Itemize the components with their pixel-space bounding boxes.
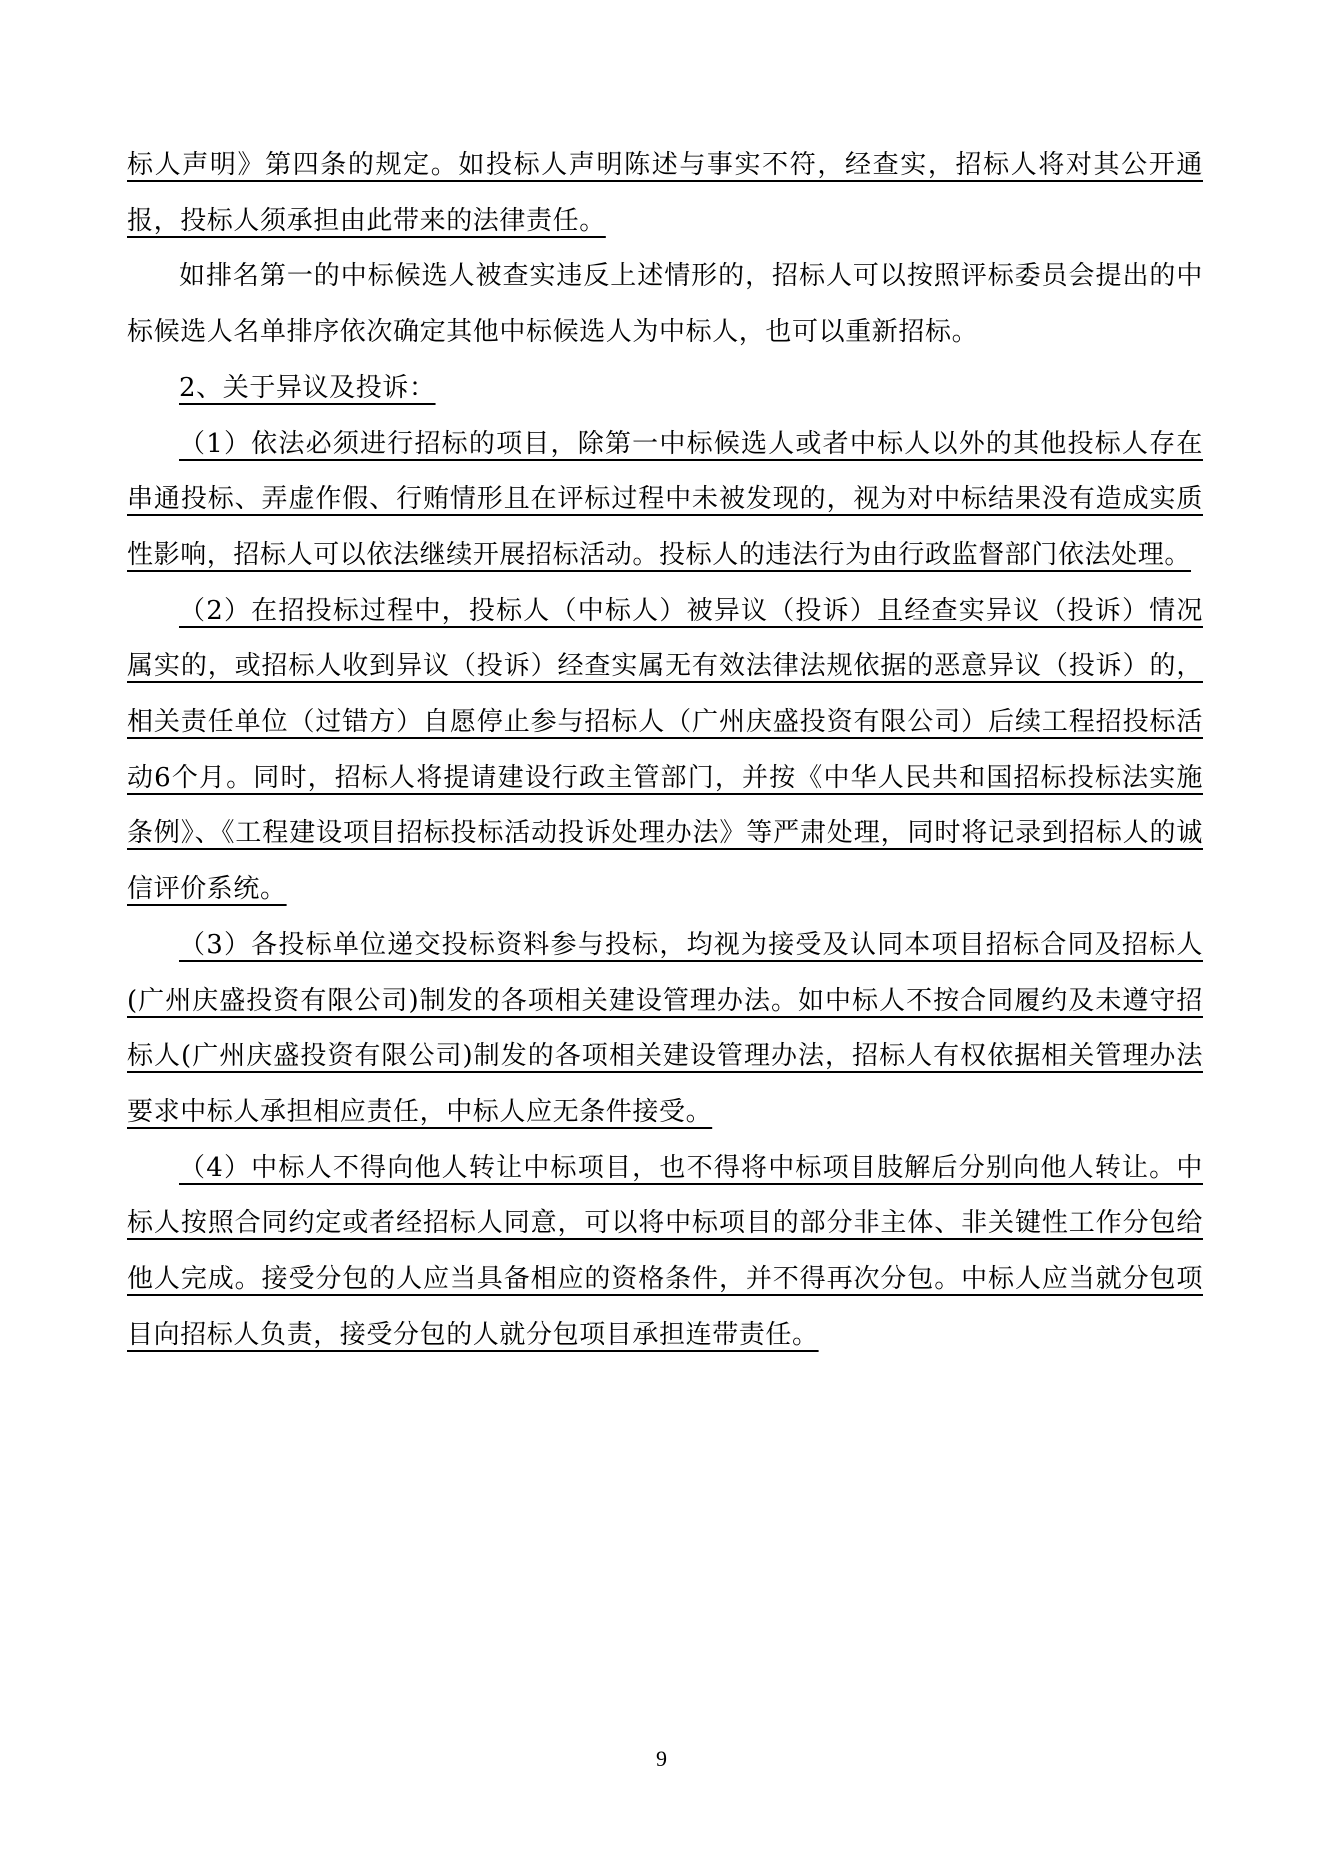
paragraph-text: （4）中标人不得向他人转让中标项目，也不得将中标项目肢解后分别向他人转让。中标人按照合同约定或者经招标人同意，可以将中标项目的部分非主体、非关键性工作分包给他人完成。接受分包的人应当具备相应的资格条件，并不得再次分包。中标人应当就分包项目向招标人负责，接受分包的人就分包项目承担连带责任。: [127, 1152, 1203, 1350]
paragraph-item-3: [127, 918, 1203, 1141]
paragraph-text: 如排名第一的中标候选人被查实违反上述情形的，招标人可以按照评标委员会提出的中标候选人名单排序依次确定其他中标候选人为中标人，也可以重新招标。: [127, 261, 1203, 348]
paragraph-text: （2）在招投标过程中，投标人（中标人）被异议（投诉）且经查实异议（投诉）情况属实的，或招标人收到异议（投诉）经查实属无有效法律法规依据的恶意异议（投诉）的，相关责任单位（过错方）自愿停止参与招标人（广州庆盛投资有限公司）后续工程招投标活动6个月。同时，招标人将提请建设行政主管部门，并按《中华人民共和国招标投标法实施条例》、《工程建设项目招标投标活动投诉处理办法》等严肃处理，同时将记录到招标人的诚信评价系统。: [127, 595, 1203, 905]
page-number: 9: [656, 1746, 667, 1771]
section-heading-objection: [127, 361, 1203, 417]
paragraph-item-1: [127, 417, 1203, 584]
paragraph-item-2: [127, 584, 1203, 918]
document-body: [127, 138, 1203, 1363]
heading-text: 2、关于异议及投诉：: [179, 372, 436, 403]
paragraph-text: （3）各投标单位递交投标资料参与投标，均视为接受及认同本项目招标合同及招标人(广州庆盛投资有限公司)制发的各项相关建设管理办法。如中标人不按合同履约及未遵守招标人(广州庆盛投资有限公司)制发的各项相关建设管理办法，招标人有权依据相关管理办法要求中标人承担相应责任，中标人应无条件接受。: [127, 929, 1203, 1127]
paragraph-item-4: [127, 1141, 1203, 1364]
paragraph-text: （1）依法必须进行招标的项目，除第一中标候选人或者中标人以外的其他投标人存在串通投标、弄虚作假、行贿情形且在评标过程中未被发现的，视为对中标结果没有造成实质性影响，招标人可以依法继续开展招标活动。投标人的违法行为由行政监督部门依法处理。: [127, 428, 1203, 570]
paragraph-first-candidate: [127, 249, 1203, 360]
paragraph-declaration-end: [127, 138, 1203, 249]
paragraph-text: 标人声明》第四条的规定。如投标人声明陈述与事实不符，经查实，招标人将对其公开通报，投标人须承担由此带来的法律责任。: [127, 150, 1203, 236]
